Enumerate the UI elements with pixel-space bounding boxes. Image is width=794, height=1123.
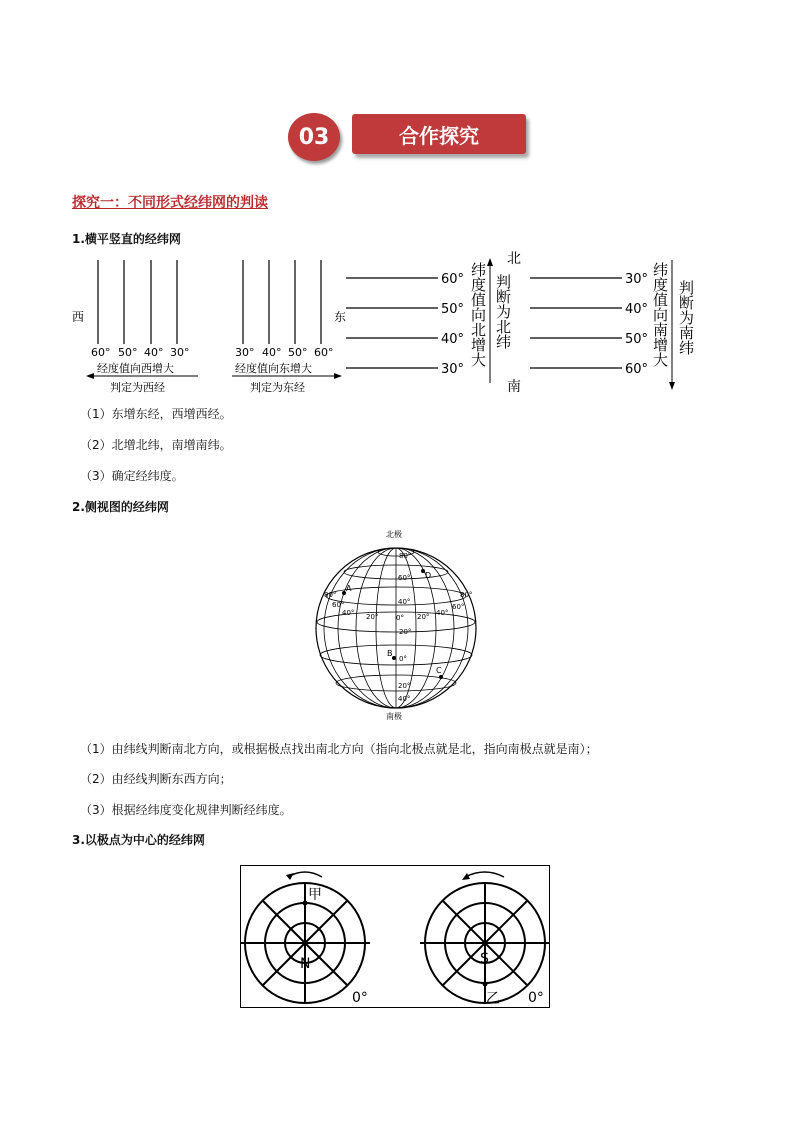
svg-text:判断为北纬: 判断为北纬 xyxy=(494,274,512,349)
svg-text:80°: 80° xyxy=(399,552,412,560)
svg-text:50°: 50° xyxy=(441,302,465,317)
svg-text:北极: 北极 xyxy=(386,530,402,539)
svg-text:南极: 南极 xyxy=(386,712,402,721)
polar-grid-diagrams xyxy=(240,865,550,1008)
part1-heading: 1.横平竖直的经纬网 xyxy=(72,232,181,246)
svg-text:20°: 20° xyxy=(399,628,412,636)
svg-text:60°: 60° xyxy=(452,603,465,611)
svg-text:60°: 60° xyxy=(314,346,334,359)
svg-text:60°: 60° xyxy=(398,574,411,582)
svg-text:判断为南纬: 判断为南纬 xyxy=(677,280,695,355)
point-b-label: B xyxy=(387,649,393,658)
left-meridian-label: 0° xyxy=(352,990,368,1006)
svg-text:经度值向西增大: 经度值向西增大 xyxy=(97,362,174,375)
part1-note-3: （3）确定经纬度。 xyxy=(80,469,184,483)
svg-text:40°: 40° xyxy=(398,598,411,606)
north-latitude-diagram xyxy=(346,251,521,395)
svg-text:60°: 60° xyxy=(91,346,111,359)
svg-text:0°: 0° xyxy=(399,655,407,663)
svg-text:50°: 50° xyxy=(288,346,308,359)
svg-text:50°: 50° xyxy=(625,332,649,347)
svg-text:40°: 40° xyxy=(398,695,411,703)
point-yi-label: 乙 xyxy=(486,991,500,1007)
west-label: 西 xyxy=(72,310,85,324)
svg-text:50°: 50° xyxy=(118,346,138,359)
svg-text:纬度值向北增大: 纬度值向北增大 xyxy=(469,262,487,367)
part2-note-1: （1）由纬线判断南北方向，或根据极点找出南北方向（指向北极点就是北，指向南极点就是南）； xyxy=(80,742,598,756)
arrow-west-icon xyxy=(86,373,94,379)
svg-text:30°: 30° xyxy=(441,362,465,377)
globe-side-view-diagram xyxy=(310,525,482,723)
arrow-east-icon xyxy=(334,373,342,379)
part1-note-2: （2）北增北纬，南增南纬。 xyxy=(80,438,232,452)
point-jia-label: 甲 xyxy=(308,887,322,903)
svg-text:判定为东经: 判定为东经 xyxy=(250,381,305,394)
svg-text:40°: 40° xyxy=(436,609,449,617)
south-pole-label: S xyxy=(480,951,489,967)
svg-text:0°: 0° xyxy=(396,614,404,622)
svg-text:经度值向东增大: 经度值向东增大 xyxy=(235,362,312,375)
south-latitude-diagram xyxy=(530,260,695,390)
section-title-banner: 合作探究 xyxy=(352,114,526,154)
west-longitude-diagram xyxy=(72,260,198,394)
svg-text:60°: 60° xyxy=(441,272,465,287)
svg-text:40°: 40° xyxy=(262,346,282,359)
part2-note-2: （2）由经线判断东西方向； xyxy=(80,772,232,786)
svg-text:30°: 30° xyxy=(235,346,255,359)
svg-text:20°: 20° xyxy=(398,682,411,690)
rotation-arrow-icon xyxy=(462,873,470,880)
grid-diagram-horizontal-vertical xyxy=(60,248,710,400)
svg-text:30°: 30° xyxy=(625,272,649,287)
north-pole-label: N xyxy=(300,956,311,972)
arrow-south-icon xyxy=(669,382,675,390)
east-longitude-diagram xyxy=(232,260,346,394)
part2-note-3: （3）根据经纬度变化规律判断经纬度。 xyxy=(80,803,292,817)
point-c-label: C xyxy=(436,666,442,675)
east-label: 东 xyxy=(334,310,347,324)
svg-text:30°: 30° xyxy=(170,346,190,359)
south-polar-diagram xyxy=(420,872,550,1007)
svg-text:20°: 20° xyxy=(417,613,430,621)
rotation-arrow-icon xyxy=(286,873,294,880)
svg-text:判定为西经: 判定为西经 xyxy=(110,381,165,394)
svg-text:60°: 60° xyxy=(332,601,345,609)
point-d-label: D xyxy=(425,571,432,580)
svg-text:40°: 40° xyxy=(144,346,164,359)
svg-text:20°: 20° xyxy=(366,613,379,621)
svg-text:40°: 40° xyxy=(441,332,465,347)
point-a-label: A xyxy=(346,584,352,593)
section-number-badge: 03 xyxy=(288,113,340,161)
svg-text:60°: 60° xyxy=(625,362,649,377)
svg-text:纬度值向南增大: 纬度值向南增大 xyxy=(651,262,669,367)
right-meridian-label: 0° xyxy=(528,990,544,1006)
svg-text:40°: 40° xyxy=(625,302,649,317)
svg-text:40°: 40° xyxy=(342,609,355,617)
svg-text:80°: 80° xyxy=(460,591,473,599)
arrow-north-icon xyxy=(487,258,493,266)
inquiry-title: 探究一：不同形式经纬网的判读 xyxy=(72,195,268,211)
south-label: 南 xyxy=(507,379,521,395)
part2-heading: 2.侧视图的经纬网 xyxy=(72,500,169,514)
part3-heading: 3.以极点为中心的经纬网 xyxy=(72,833,205,847)
north-polar-diagram xyxy=(240,872,370,1006)
north-label: 北 xyxy=(507,251,521,267)
svg-text:80°: 80° xyxy=(324,591,337,599)
part1-note-1: （1）东增东经，西增西经。 xyxy=(80,407,232,421)
